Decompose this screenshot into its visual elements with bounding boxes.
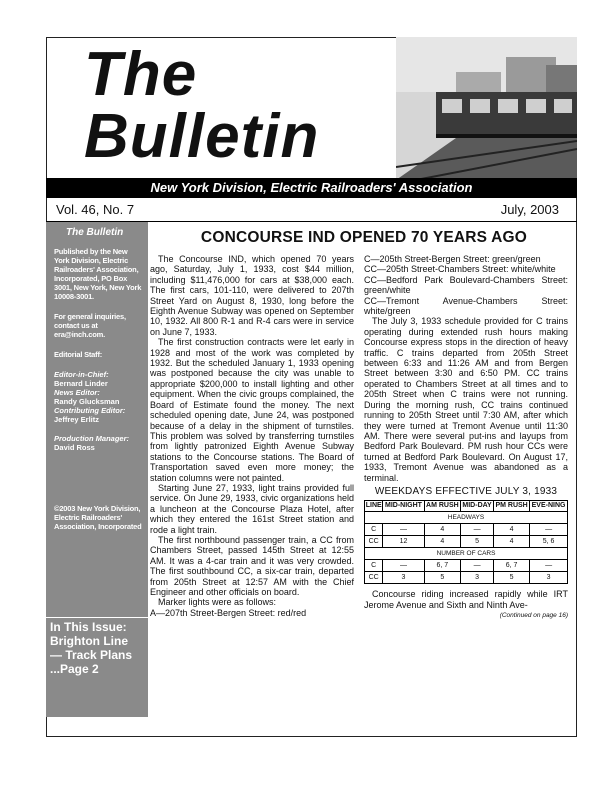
table-row <box>365 524 568 536</box>
schedule-table-title: WEEKDAYS EFFECTIVE JULY 3, 1933 <box>374 485 558 497</box>
table-header-row <box>365 501 568 512</box>
table-cell: C <box>365 524 383 536</box>
paragraph: CC—Bedford Park Boulevard-Chambers Street: green/white <box>364 274 568 296</box>
table-cell: 4 <box>424 536 461 548</box>
masthead-title <box>84 40 320 171</box>
contrib-role: Contributing Editor: <box>54 406 126 415</box>
table-cell: C <box>365 560 383 572</box>
table-cell: 5, 6 <box>530 536 568 548</box>
issue-date: July, 2003 <box>500 202 559 217</box>
table-cell: 5 <box>424 572 461 584</box>
sidebar-title: The Bulletin <box>66 227 124 238</box>
table-cell: — <box>383 560 424 572</box>
table-row <box>365 536 568 548</box>
table-cell: 4 <box>494 536 530 548</box>
table-cell: 4 <box>424 524 461 536</box>
editor-role: Editor-in-Chief: <box>54 370 109 379</box>
table-cell: 3 <box>530 572 568 584</box>
table-cell: 6, 7 <box>494 560 530 572</box>
paragraph: C—205th Street-Bergen Street: green/green <box>364 254 541 264</box>
sidebar-divider <box>46 617 148 618</box>
production-role: Production Manager: <box>54 434 130 443</box>
table-cell: 4 <box>494 524 530 536</box>
in-this-issue <box>50 620 142 676</box>
paragraph: The first northbound passenger train, a CC from Chambers Street, passed 145th Street at 12:55 AM. It was a 4-car train and it was very crowded. The first southbound CC, a six-car train, departed from 205th Street at 12:57 AM with the Chief Engineer and other officials on board. <box>150 534 354 597</box>
paragraph: CC—Tremont Avenue-Chambers Street: white/green <box>364 295 568 317</box>
article-column-1 <box>150 254 354 618</box>
table-cell: 12 <box>383 536 424 548</box>
paragraph: A—207th Street-Bergen Street: red/red <box>150 607 307 618</box>
section-headways: HEADWAYS <box>365 512 568 524</box>
table-header: EVE-NING <box>530 501 568 512</box>
publisher-info: Published by the New York Division, Electric Railroaders' Association, Incorporated, PO Box 3001, New York, New York 10008-3001. <box>54 247 142 301</box>
paragraph: Concourse riding increased rapidly while IRT Jerome Avenue and Sixth and Ninth Ave- <box>364 589 568 610</box>
table-cell: 3 <box>461 572 494 584</box>
table-cell: — <box>383 524 424 536</box>
table-cell: — <box>461 560 494 572</box>
copyright: ©2003 New York Division, Electric Railroaders' Association, Incorporated <box>54 504 142 531</box>
table-section-row <box>365 512 568 524</box>
section-cars: NUMBER OF CARS <box>365 548 568 560</box>
paragraph: The Concourse IND, which opened 70 years ago, Saturday, July 1, 1933, cost $44 million, including $11,476,000 for cars at $38,000 each. The first cars, 101-110, were delivered to 207th Street Yard on August 8, 1930, long before the Eighth Avenue Subway was opened on September 10, 1932. All 800 R-1 and R-4 cars were in service on June 7, 1933. <box>150 254 354 337</box>
table-row <box>365 572 568 584</box>
volume-number: Vol. 46, No. 7 <box>56 202 135 217</box>
article-headline: CONCOURSE IND OPENED 70 YEARS AGO <box>200 229 528 246</box>
table-cell: — <box>461 524 494 536</box>
production-block <box>54 434 142 452</box>
table-cell: 3 <box>383 572 424 584</box>
news-name: Randy Glucksman <box>54 397 120 406</box>
news-role: News Editor: <box>54 388 100 397</box>
train-photo <box>396 37 577 180</box>
paragraph: The first construction contracts were let early in 1928 and most of the work was completed by 1932. But the scheduled January 1, 1933 opening was postponed because the city was unable to appropriate $200,000 to install lighting and other equipment. When the civic groups complained, the Board of Estimate found the money. The next scheduled opening date, June 24, was postponed because of a delay in the shipment of turnstiles. This problem was solved by transferring turnstiles from lightly patronized Eighth Avenue Subway stations to the Concourse stations. The Board of Transportation saved even more money; the station columns were not painted. <box>150 337 354 483</box>
table-cell: — <box>530 560 568 572</box>
table-cell: 5 <box>494 572 530 584</box>
table-header: MID-DAY <box>461 501 494 512</box>
table-cell: 6, 7 <box>424 560 461 572</box>
paragraph: Marker lights were as follows: <box>158 597 277 608</box>
contrib-name: Jeffrey Erlitz <box>54 415 100 424</box>
sidebar <box>46 222 148 717</box>
inquiries-info: For general inquiries, contact us at era@inch.com. <box>54 312 126 339</box>
table-row <box>365 560 568 572</box>
table-header: PM RUSH <box>494 501 530 512</box>
continued-note[interactable]: (Continued on page 16) <box>499 612 568 620</box>
production-name: David Ross <box>54 443 95 452</box>
title-line-1: The <box>84 40 198 109</box>
issue-line <box>46 200 577 220</box>
table-cell: — <box>530 524 568 536</box>
table-header: MID-NIGHT <box>383 501 424 512</box>
schedule-table <box>364 500 568 584</box>
article-column-2 <box>364 254 568 622</box>
feature-link[interactable]: Brighton Line — Track Plans ...Page 2 <box>50 634 133 676</box>
paragraph: Starting June 27, 1933, light trains provided full service. On June 29, 1933, civic organizations held a luncheon at the Concourse Plaza Hotel, after which they entered the 161st Street station and rode a light train. <box>150 482 354 535</box>
table-cell: 5 <box>461 536 494 548</box>
title-line-2: Bulletin <box>84 102 320 171</box>
staff-list <box>54 370 142 424</box>
paragraph: CC—205th Street-Chambers Street: white/white <box>364 264 556 275</box>
paragraph: The July 3, 1933 schedule provided for C trains operating during extended rush hours making Concourse express stops in the direction of heavy traffic. C trains departed from 205th Street between 6:33 and 11:26 AM and from Bergen Street between 3:30 and 6:50 PM. CC trains operated to Chambers Street at all times and to 205th Street when C trains were not running. During the morning rush, CC trains continued running to 205th Street until 7:30 AM, after which they were turned at Tremont Avenue until 11:30 AM. There were several put-ins and layups from Bedford Park Boulevard. PM rush hour CCs were turned at Bedford Park Boulevard. On August 17, 1933, Tremont Avenue was abandoned as a terminal. <box>364 316 568 483</box>
staff-label: Editorial Staff: <box>54 350 103 359</box>
table-cell: CC <box>365 536 383 548</box>
masthead-banner: New York Division, Electric Railroaders' Association <box>46 178 577 198</box>
table-header: LINE <box>365 501 383 512</box>
table-header: AM RUSH <box>424 501 461 512</box>
in-this-issue-label: In This Issue: <box>50 620 127 634</box>
editor-name: Bernard Linder <box>54 379 108 388</box>
table-section-row <box>365 548 568 560</box>
table-cell: CC <box>365 572 383 584</box>
